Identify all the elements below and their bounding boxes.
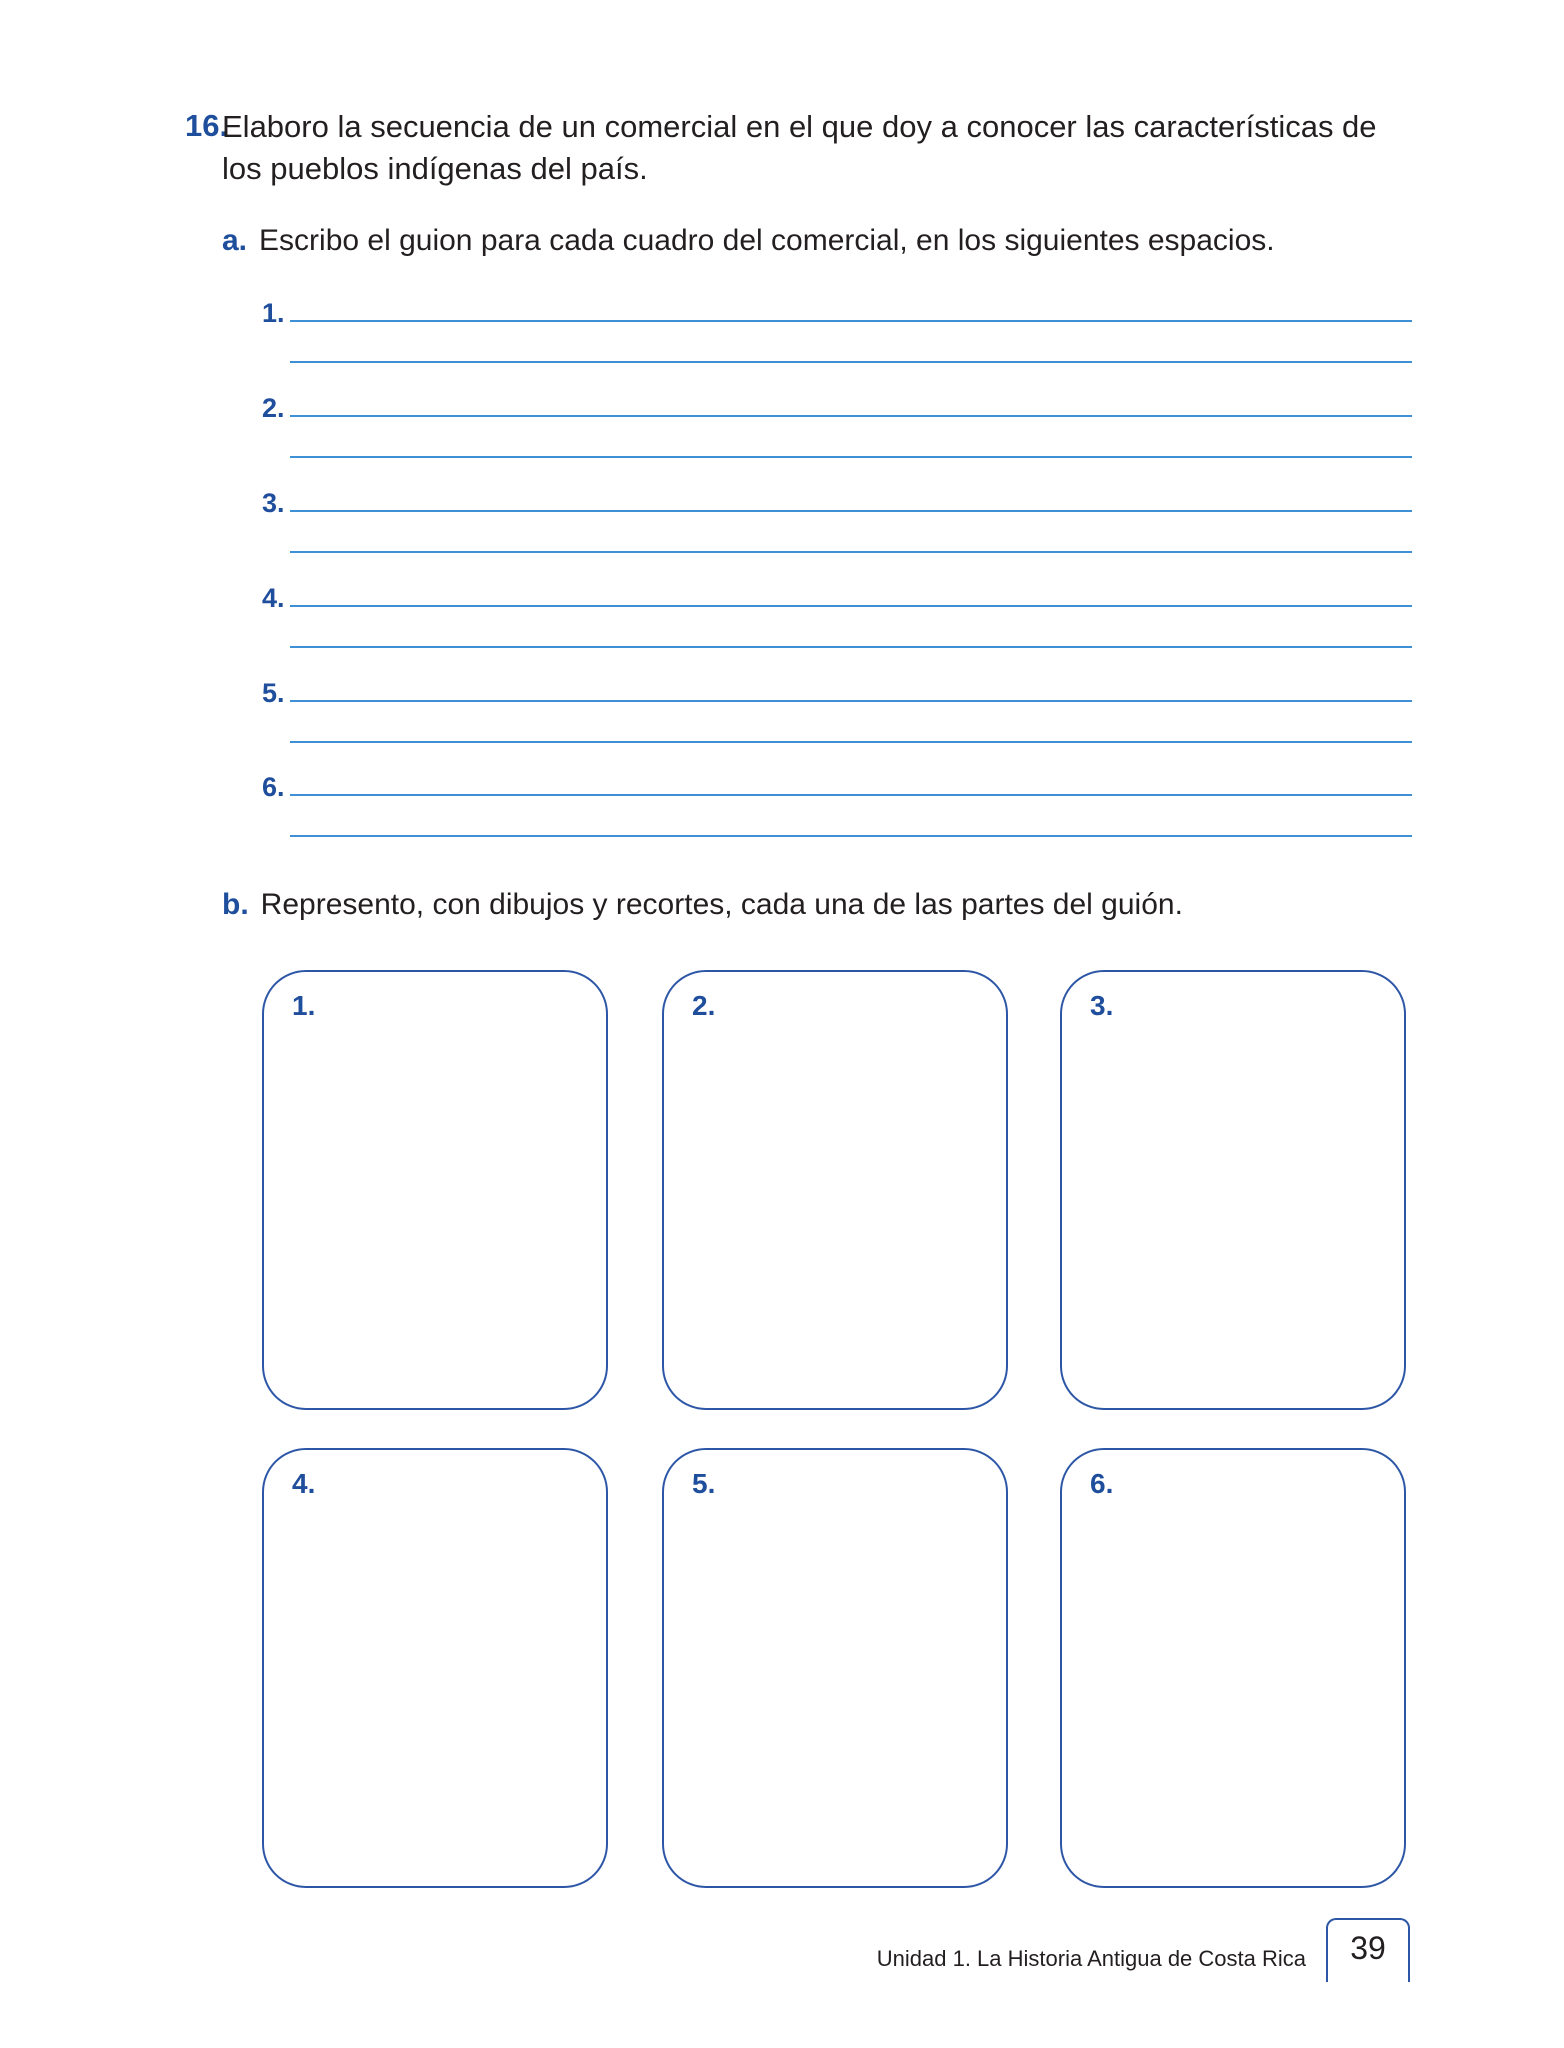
writing-line[interactable] xyxy=(290,456,1412,458)
writing-line[interactable] xyxy=(290,361,1412,363)
writing-line[interactable] xyxy=(290,320,1412,322)
writing-line[interactable] xyxy=(290,605,1412,607)
question-number: 16. xyxy=(185,108,229,143)
part-b-letter: b. xyxy=(222,888,249,921)
panel-label-6: 6. xyxy=(1090,1468,1114,1499)
writing-line[interactable] xyxy=(290,741,1412,743)
line-label-6: 6. xyxy=(262,772,285,802)
line-label-5: 5. xyxy=(262,678,285,708)
panel-label-3: 3. xyxy=(1090,990,1114,1021)
panel-label-4: 4. xyxy=(292,1468,316,1499)
writing-line[interactable] xyxy=(290,415,1412,417)
part-a-text: Escribo el guion para cada cuadro del comercial, en los siguientes espacios. xyxy=(259,224,1275,257)
line-label-4: 4. xyxy=(262,583,285,613)
storyboard-panel-4[interactable] xyxy=(262,1448,608,1888)
question-text: Elaboro la secuencia de un comercial en el que doy a conocer las características de los pueblos indígenas del país. xyxy=(222,109,1377,186)
part-b-text: Represento, con dibujos y recortes, cada una de las partes del guión. xyxy=(260,888,1183,921)
footer-unit-title: Unidad 1. La Historia Antigua de Costa Rica xyxy=(876,1946,1306,1971)
writing-line[interactable] xyxy=(290,700,1412,702)
storyboard-panel-6[interactable] xyxy=(1060,1448,1406,1888)
writing-line[interactable] xyxy=(290,835,1412,837)
part-a-instruction xyxy=(222,224,1275,258)
storyboard-panel-1[interactable] xyxy=(262,970,608,1410)
writing-line[interactable] xyxy=(290,551,1412,553)
panel-label-5: 5. xyxy=(692,1468,716,1499)
part-b-instruction xyxy=(222,888,1183,922)
panel-label-1: 1. xyxy=(292,990,316,1021)
writing-line[interactable] xyxy=(290,510,1412,512)
storyboard-panel-3[interactable] xyxy=(1060,970,1406,1410)
page-number-box xyxy=(1326,1918,1410,1982)
line-label-3: 3. xyxy=(262,488,285,518)
storyboard-panel-2[interactable] xyxy=(662,970,1008,1410)
writing-line[interactable] xyxy=(290,794,1412,796)
writing-line[interactable] xyxy=(290,646,1412,648)
part-a-letter: a. xyxy=(222,224,248,257)
storyboard-panel-5[interactable] xyxy=(662,1448,1008,1888)
line-label-2: 2. xyxy=(262,393,285,423)
line-label-1: 1. xyxy=(262,298,285,328)
panel-label-2: 2. xyxy=(692,990,716,1021)
page-number: 39 xyxy=(1350,1930,1386,1966)
